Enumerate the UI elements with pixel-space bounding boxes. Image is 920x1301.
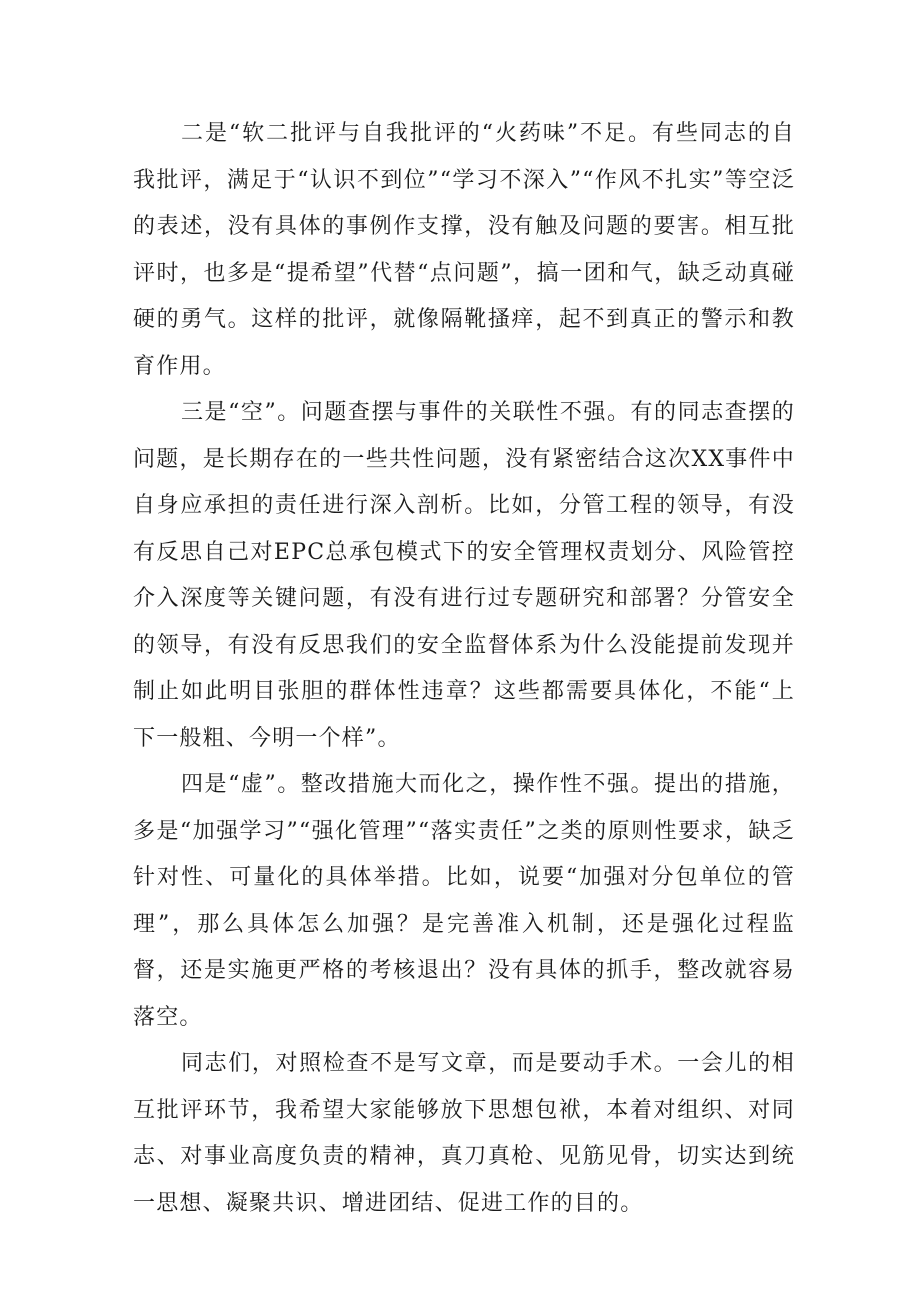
paragraph-vague-measures: 四是“虚”。整改措施大而化之，操作性不强。提出的措施，多是“加强学习”“强化管理”“落实责任”之类的原则性要求，缺乏针对性、可量化的具体举措。比如，说要“加强对分包单位的管理”，那么具体怎么加强？是完善准入机制，还是强化过程监督，还是实施更严格的考核退出？没有具体的抓手，整改就容易落空。 [133, 772, 795, 1030]
paragraph-criticism-weak: 二是“软二批评与自我批评的“火药味”不足。有些同志的自我批评，满足于“认识不到位”“学习不深入”“作风不扎实”等空泛的表述，没有具体的事例作支撑，没有触及问题的要害。相互批评时，也多是“提希望”代替“点问题”，搞一团和气，缺乏动真碰硬的勇气。这样的批评，就像隔靴搔痒，起不到真正的警示和教育作用。 [133, 121, 795, 379]
document-body [133, 111, 795, 1227]
paragraph-closing: 同志们，对照检查不是写文章，而是要动手术。一会儿的相互批评环节，我希望大家能够放下思想包袱，本着对组织、对同志、对事业高度负责的精神，真刀真枪、见筋见骨，切实达到统一思想、凝聚共识、增进团结、促进工作的目的。 [133, 1051, 795, 1216]
paragraph-empty-issues: 三是“空”。问题查摆与事件的关联性不强。有的同志查摆的问题，是长期存在的一些共性问题，没有紧密结合这次XX事件中自身应承担的责任进行深入剖析。比如，分管工程的领导，有没有反思自己对EPC总承包模式下的安全管理权责划分、风险管控介入深度等关键问题，有没有进行过专题研究和部署？分管安全的领导，有没有反思我们的安全监督体系为什么没能提前发现并制止如此明目张胆的群体性违章？这些都需要具体化，不能“上下一般粗、今明一个样”。 [133, 400, 795, 751]
